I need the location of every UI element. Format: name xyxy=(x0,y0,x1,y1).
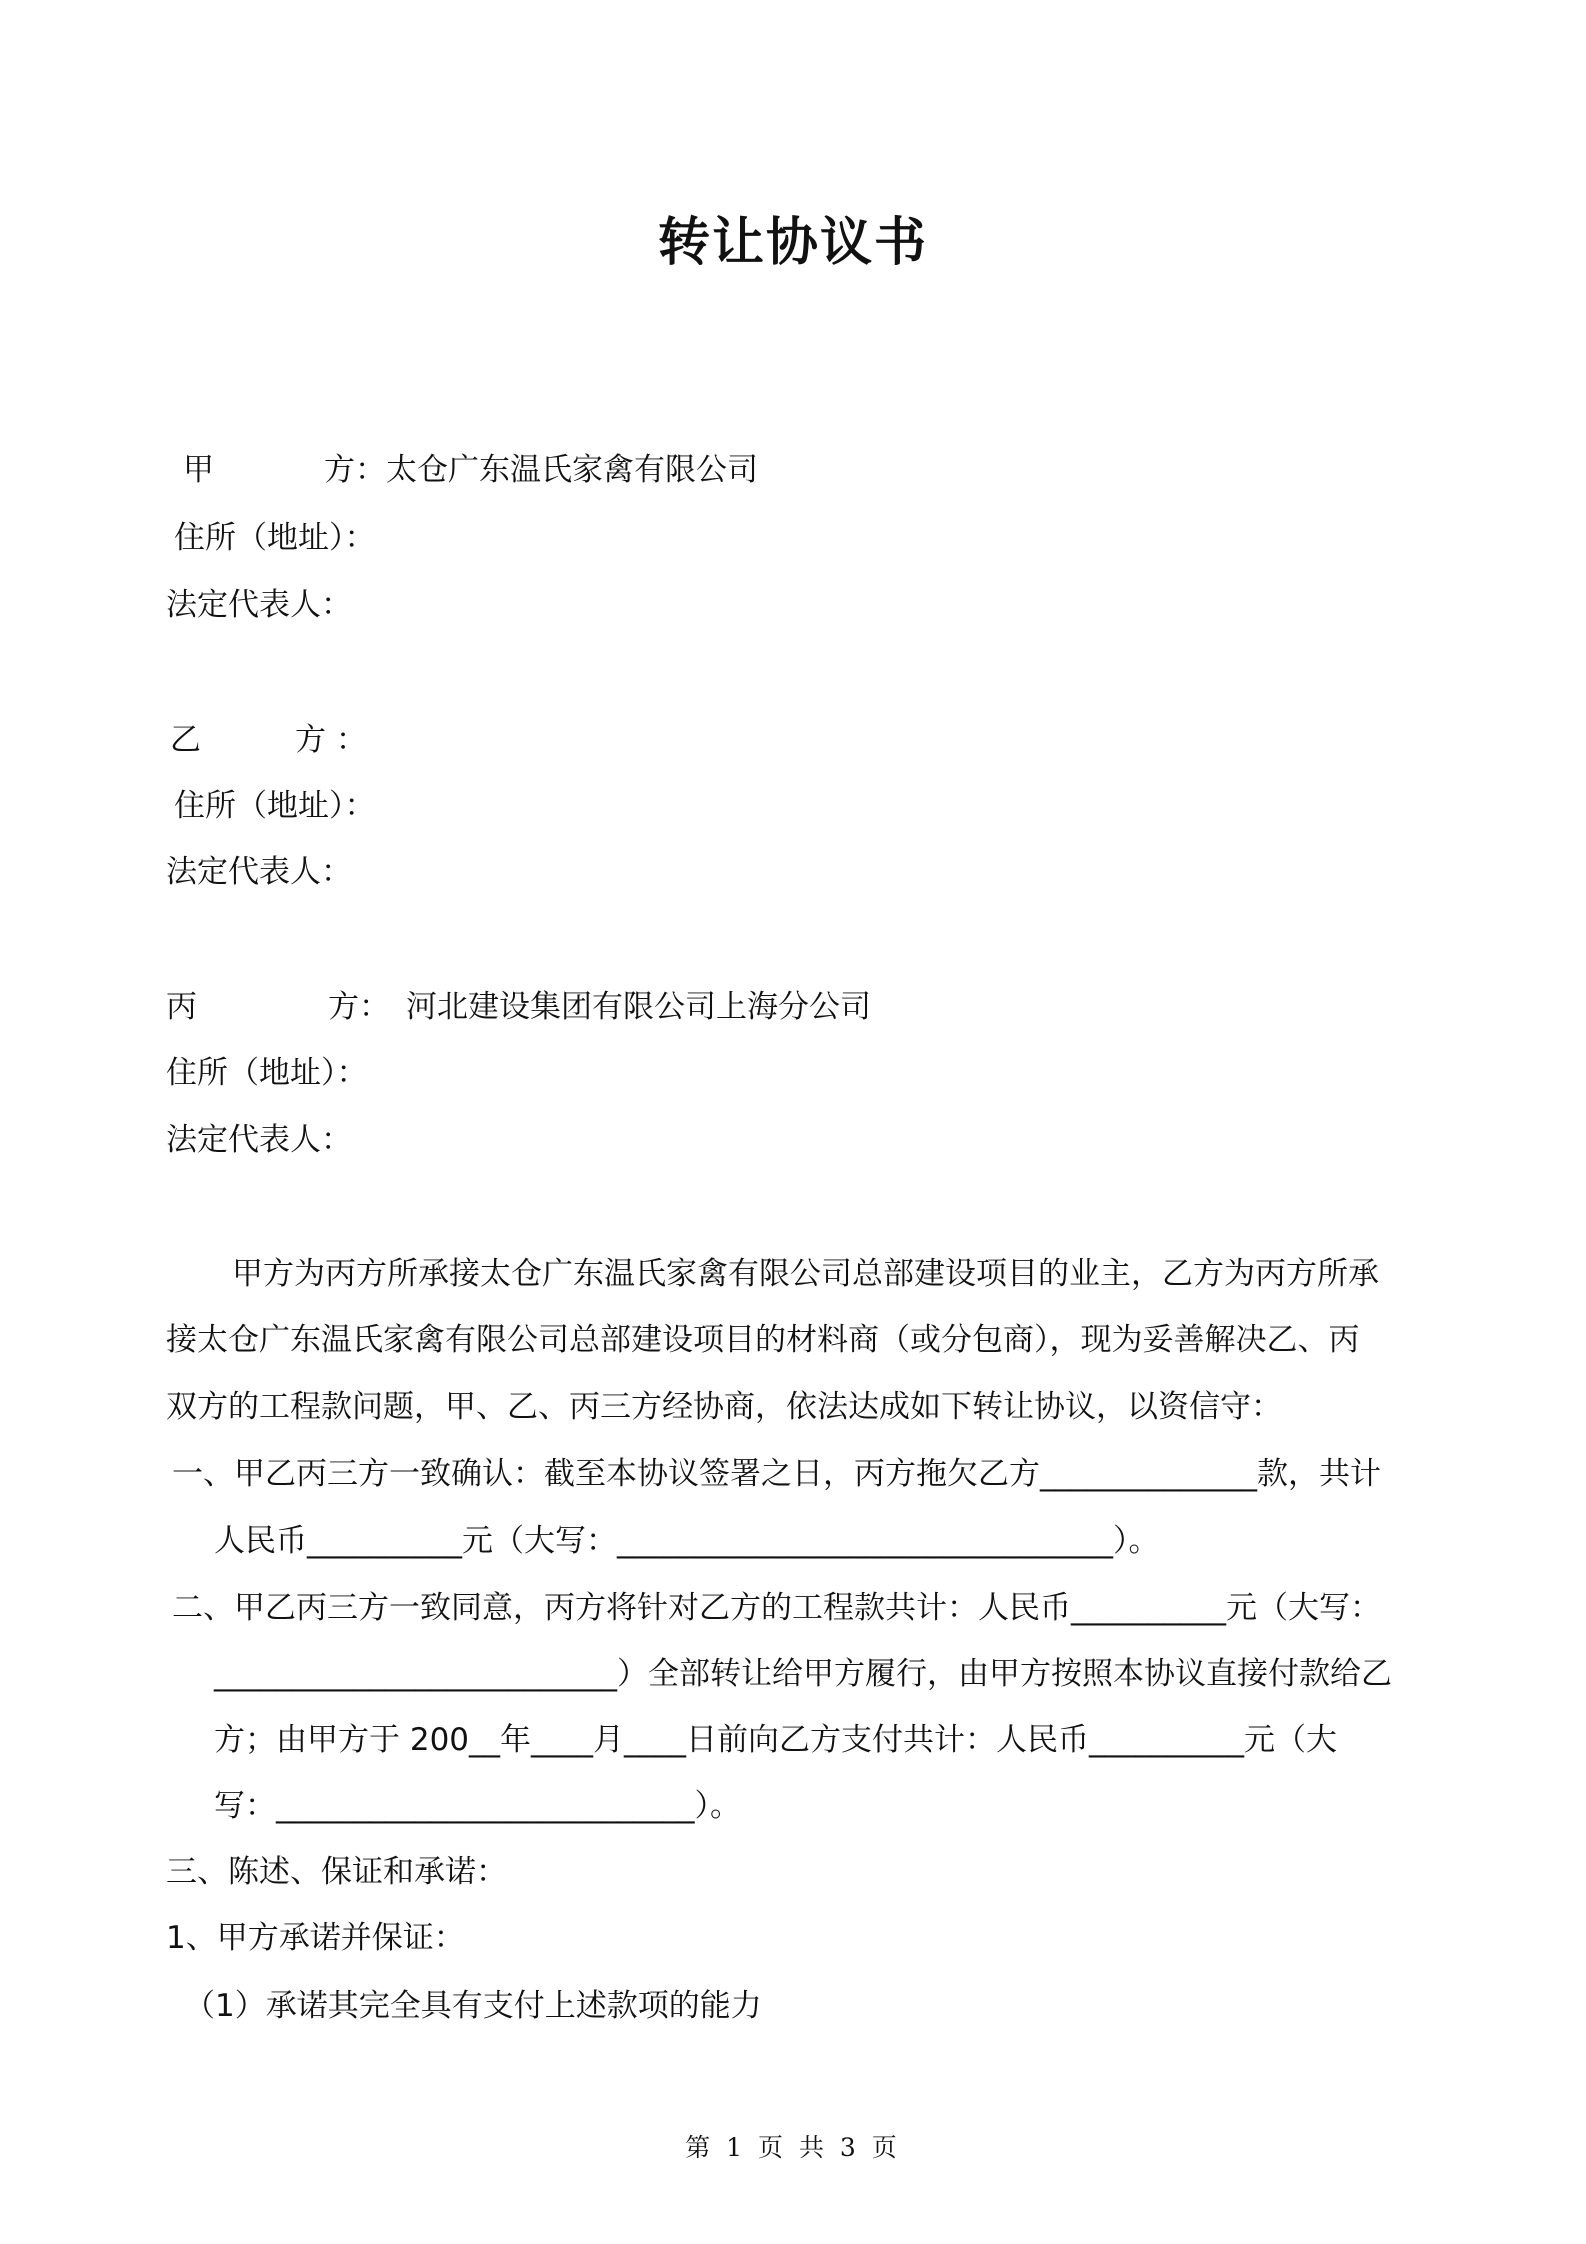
party-c-address-label: 住所（地址）： xyxy=(166,1055,368,1091)
clause-3-heading: 三、陈述、保证和承诺： xyxy=(166,1854,507,1890)
page-footer: 第 1 页 共 3 页 xyxy=(685,2133,901,2162)
party-a-rep-label: 法定代表人： xyxy=(166,587,352,623)
party-a-line xyxy=(324,450,758,490)
clause-2-line-3: 方；由甲方于 200__年____月____日前向乙方支付共计：人民币__________元（大 xyxy=(214,1722,1338,1758)
party-c-label-char2: 方： xyxy=(328,989,390,1025)
clause-2-line-4: 写：___________________________）。 xyxy=(214,1788,741,1824)
party-a-address-label: 住所（地址）： xyxy=(174,520,376,556)
clause-1-line-1: 一、甲乙丙三方一致确认：截至本协议签署之日，丙方拖欠乙方______________款，共计 xyxy=(172,1456,1381,1492)
party-a-label-char1: 甲 xyxy=(183,452,214,488)
party-a-name: 太仓广东温氏家禽有限公司 xyxy=(386,452,758,488)
party-a-label xyxy=(183,450,214,490)
party-c-line xyxy=(328,987,871,1027)
party-a-label-char2: 方： xyxy=(324,452,386,488)
document-title: 转让协议书 xyxy=(657,213,928,273)
intro-line-1: 甲方为丙方所承接太仓广东温氏家禽有限公司总部建设项目的业主，乙方为丙方所承 xyxy=(232,1256,1379,1292)
intro-line-3: 双方的工程款问题，甲、乙、丙三方经协商，依法达成如下转让协议，以资信守： xyxy=(166,1389,1282,1425)
clause-3-1: 1、甲方承诺并保证： xyxy=(166,1920,465,1956)
intro-line-2: 接太仓广东温氏家禽有限公司总部建设项目的材料商（或分包商），现为妥善解决乙、丙 xyxy=(166,1322,1360,1358)
clause-2-line-2: __________________________）全部转让给甲方履行，由甲方按照本协议直接付款给乙 xyxy=(214,1656,1392,1692)
party-b-label: 乙 xyxy=(170,722,201,758)
party-c-rep-label: 法定代表人： xyxy=(166,1122,352,1158)
party-b-label-rest: 方 ： xyxy=(295,722,367,758)
clause-2-line-1: 二、甲乙丙三方一致同意，丙方将针对乙方的工程款共计：人民币__________元（大写： xyxy=(172,1590,1381,1626)
party-b-rep-label: 法定代表人： xyxy=(166,854,352,890)
party-b-address-label: 住所（地址）： xyxy=(174,788,376,824)
party-c-label: 丙 xyxy=(166,989,197,1025)
clause-3-1-1: （1）承诺其完全具有支付上述款项的能力 xyxy=(184,1988,762,2024)
party-c-name: 河北建设集团有限公司上海分公司 xyxy=(406,989,871,1025)
clause-1-line-2: 人民币__________元（大写：________________________________）。 xyxy=(214,1523,1160,1559)
